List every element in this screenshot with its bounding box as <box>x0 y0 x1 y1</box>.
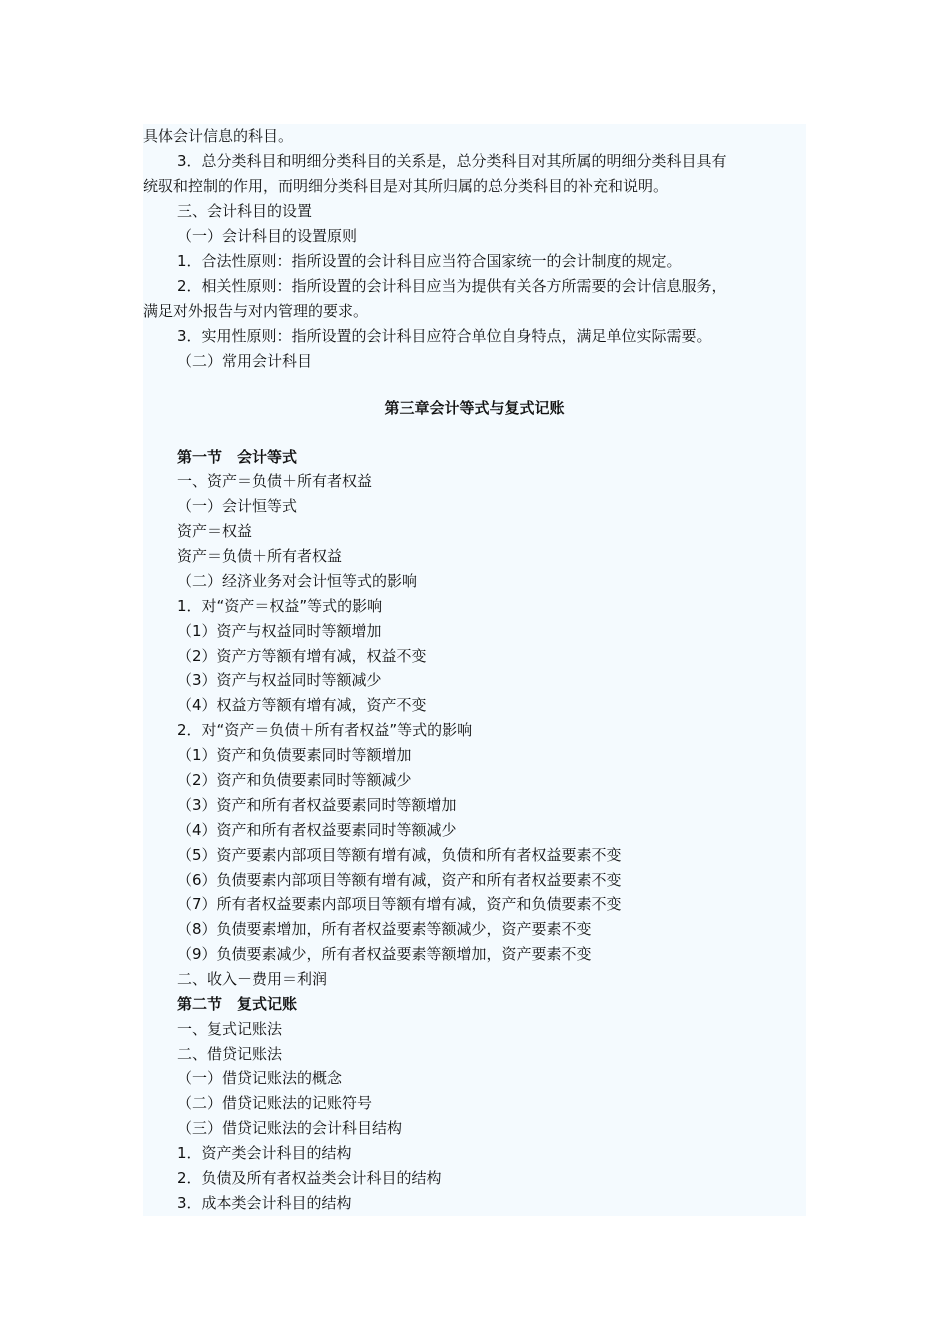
section-heading: 第二节 复式记账 <box>177 995 298 1013</box>
text-line: （二）常用会计科目 <box>177 352 313 370</box>
text-line: 三、会计科目的设置 <box>177 202 313 220</box>
text-line: （一）会计恒等式 <box>177 497 298 515</box>
chapter-title: 第三章会计等式与复式记账 <box>384 399 565 417</box>
text-line: （三）借贷记账法的会计科目结构 <box>177 1119 403 1137</box>
text-line: 满足对外报告与对内管理的要求。 <box>143 302 369 320</box>
text-line: 3．总分类科目和明细分类科目的关系是，总分类科目对其所属的明细分类科目具有 <box>177 152 727 170</box>
text-line: 二、收入－费用＝利润 <box>177 970 328 988</box>
text-line: 2．负债及所有者权益类会计科目的结构 <box>177 1169 442 1187</box>
text-line: （3）资产与权益同时等额减少 <box>177 671 382 689</box>
text-line: 资产＝权益 <box>177 522 253 540</box>
text-line: 一、复式记账法 <box>177 1020 283 1038</box>
text-line: （4）权益方等额有增有减，资产不变 <box>177 696 427 714</box>
text-line: （二）经济业务对会计恒等式的影响 <box>177 572 418 590</box>
text-line: （8）负债要素增加，所有者权益要素等额减少，资产要素不变 <box>177 920 592 938</box>
text-line: （1）资产与权益同时等额增加 <box>177 622 382 640</box>
text-line: （1）资产和负债要素同时等额增加 <box>177 746 412 764</box>
text-line: 二、借贷记账法 <box>177 1045 283 1063</box>
text-line: （5）资产要素内部项目等额有增有减，负债和所有者权益要素不变 <box>177 846 622 864</box>
text-line: 2．相关性原则：指所设置的会计科目应当为提供有关各方所需要的会计信息服务， <box>177 277 727 295</box>
text-line: （4）资产和所有者权益要素同时等额减少 <box>177 821 457 839</box>
text-line: （2）资产和负债要素同时等额减少 <box>177 771 412 789</box>
section-heading: 第一节 会计等式 <box>177 448 298 466</box>
text-line: （一）借贷记账法的概念 <box>177 1069 343 1087</box>
text-line: （一）会计科目的设置原则 <box>177 227 358 245</box>
text-line: 具体会计信息的科目。 <box>143 127 294 145</box>
text-line: 资产＝负债＋所有者权益 <box>177 547 343 565</box>
text-line: （二）借贷记账法的记账符号 <box>177 1094 373 1112</box>
document-content-panel <box>143 124 806 1216</box>
text-line: 3．实用性原则：指所设置的会计科目应符合单位自身特点，满足单位实际需要。 <box>177 327 712 345</box>
text-line: （9）负债要素减少，所有者权益要素等额增加，资产要素不变 <box>177 945 592 963</box>
text-line: 2．对“资产＝负债＋所有者权益”等式的影响 <box>177 721 473 739</box>
text-line: （7）所有者权益要素内部项目等额有增有减，资产和负债要素不变 <box>177 895 622 913</box>
text-line: 1．资产类会计科目的结构 <box>177 1144 352 1162</box>
text-line: 一、资产＝负债＋所有者权益 <box>177 472 373 490</box>
text-line: 3．成本类会计科目的结构 <box>177 1194 352 1212</box>
text-line: 1．对“资产＝权益”等式的影响 <box>177 597 383 615</box>
text-line: （2）资产方等额有增有减，权益不变 <box>177 647 427 665</box>
text-line: 1．合法性原则：指所设置的会计科目应当符合国家统一的会计制度的规定。 <box>177 252 682 270</box>
text-line: 统驭和控制的作用，而明细分类科目是对其所归属的总分类科目的补充和说明。 <box>143 177 669 195</box>
text-line: （3）资产和所有者权益要素同时等额增加 <box>177 796 457 814</box>
text-line: （6）负债要素内部项目等额有增有减，资产和所有者权益要素不变 <box>177 871 622 889</box>
